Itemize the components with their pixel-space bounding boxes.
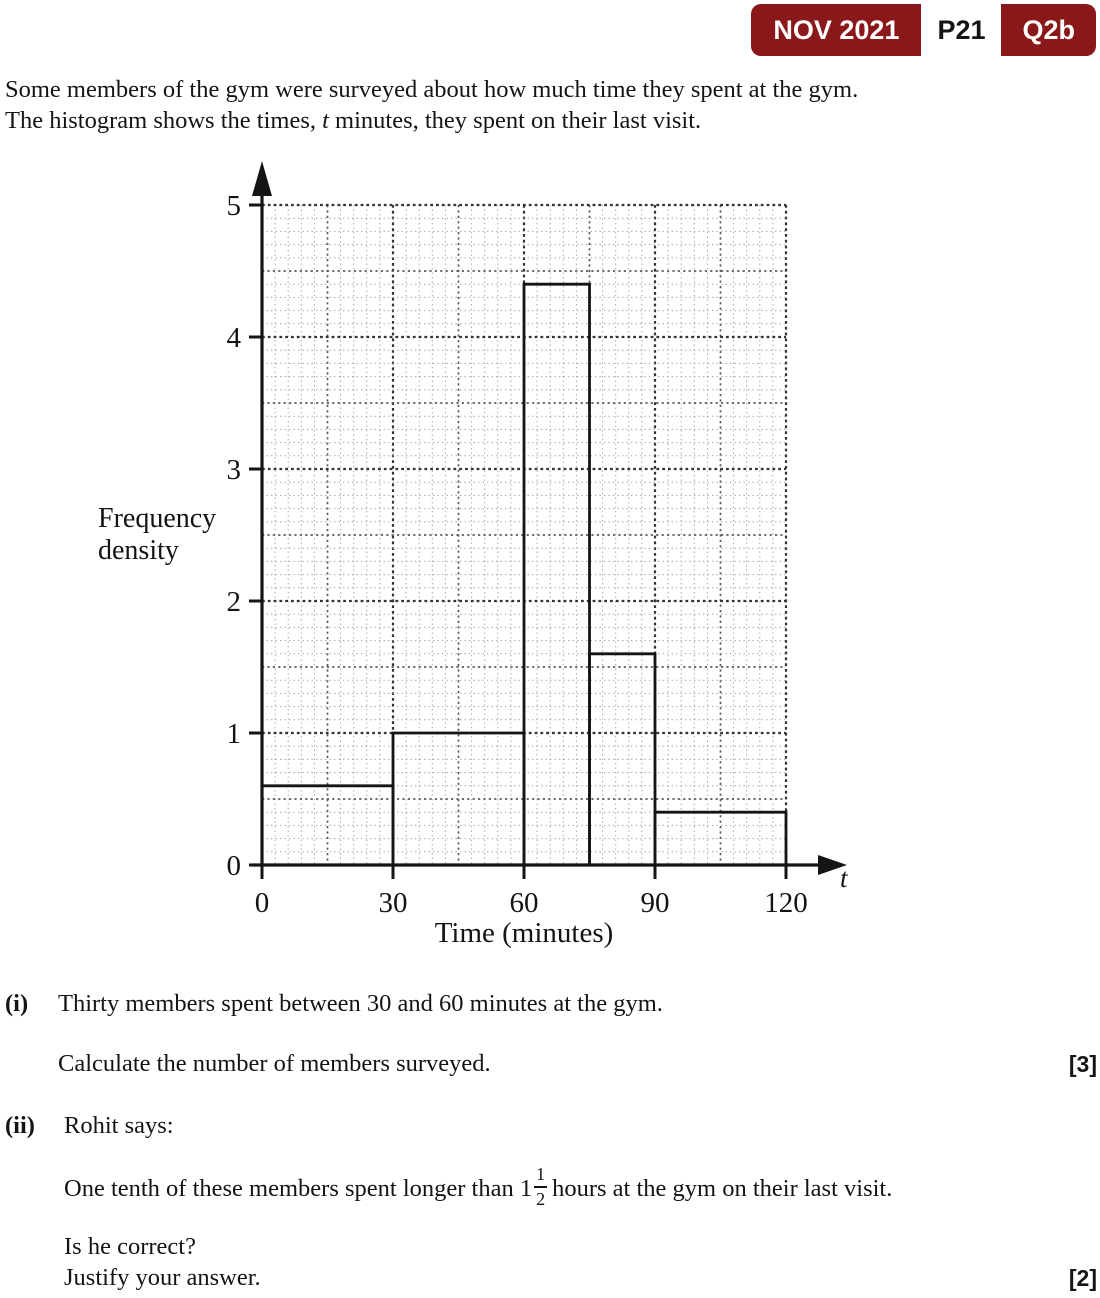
fraction-one-half: $\frac{1}{2}$ <box>536 1164 546 1209</box>
question-ii-claim-text: One tenth of these members spent longer than 1 $\frac{1}{2}$ hours at the gym on their last visit. <box>64 1164 893 1209</box>
x-tick-label: 60 <box>509 887 539 919</box>
x-tick-label: 30 <box>378 887 408 919</box>
y-tick-label: 3 <box>226 454 241 486</box>
question-i-label: (i) <box>5 990 29 1017</box>
question-i-task <box>5 1050 1097 1078</box>
question-ii-claim <box>5 1158 1097 1220</box>
histogram-chart <box>0 150 900 972</box>
question-ii-statement <box>5 1112 1097 1140</box>
x-axis-variable: t <box>840 863 848 893</box>
question-i-text: Thirty members spent between 30 and 60 minutes at the gym. <box>58 990 663 1017</box>
y-tick-label: 2 <box>226 586 241 618</box>
question-ii-marks: [2] <box>1068 1264 1097 1291</box>
badge-question: Q2b <box>1022 14 1075 45</box>
question-ii-text: Rohit says: <box>64 1112 174 1139</box>
x-axis-title: Time (minutes) <box>434 917 614 949</box>
bar-60-75 <box>524 284 590 865</box>
time-variable: t <box>322 107 329 134</box>
question-i-statement <box>5 990 1097 1018</box>
badge-session: NOV 2021 <box>773 14 900 45</box>
x-tick-label: 0 <box>254 887 270 919</box>
y-tick-label: 5 <box>226 190 241 222</box>
x-tick-label: 90 <box>640 887 670 919</box>
y-axis-arrow <box>252 161 272 196</box>
axes <box>249 161 847 879</box>
exam-badge <box>751 4 1096 56</box>
y-tick-label: 0 <box>226 850 241 882</box>
question-intro <box>5 74 1065 136</box>
y-axis-title: density <box>98 535 179 566</box>
axis-labels <box>98 190 849 949</box>
badge-paper: P21 <box>921 4 1001 56</box>
question-ii-prompt-1: Is he correct? <box>64 1233 196 1260</box>
x-tick-label: 120 <box>764 887 808 919</box>
intro-line-2: The histogram shows the times, t minutes, they spent on their last visit. <box>5 107 702 134</box>
intro-line-1: Some members of the gym were surveyed about how much time they spent at the gym. <box>5 76 859 103</box>
y-axis-title: Frequency <box>98 503 217 534</box>
y-tick-label: 1 <box>226 718 241 750</box>
question-ii-prompt-2: Justify your answer. [2] <box>64 1264 1097 1291</box>
question-i-marks: [3] <box>1068 1050 1097 1077</box>
question-i-task-text: Calculate the number of members surveyed. <box>58 1050 491 1077</box>
y-tick-label: 4 <box>226 322 241 354</box>
question-ii-label: (ii) <box>5 1112 35 1139</box>
